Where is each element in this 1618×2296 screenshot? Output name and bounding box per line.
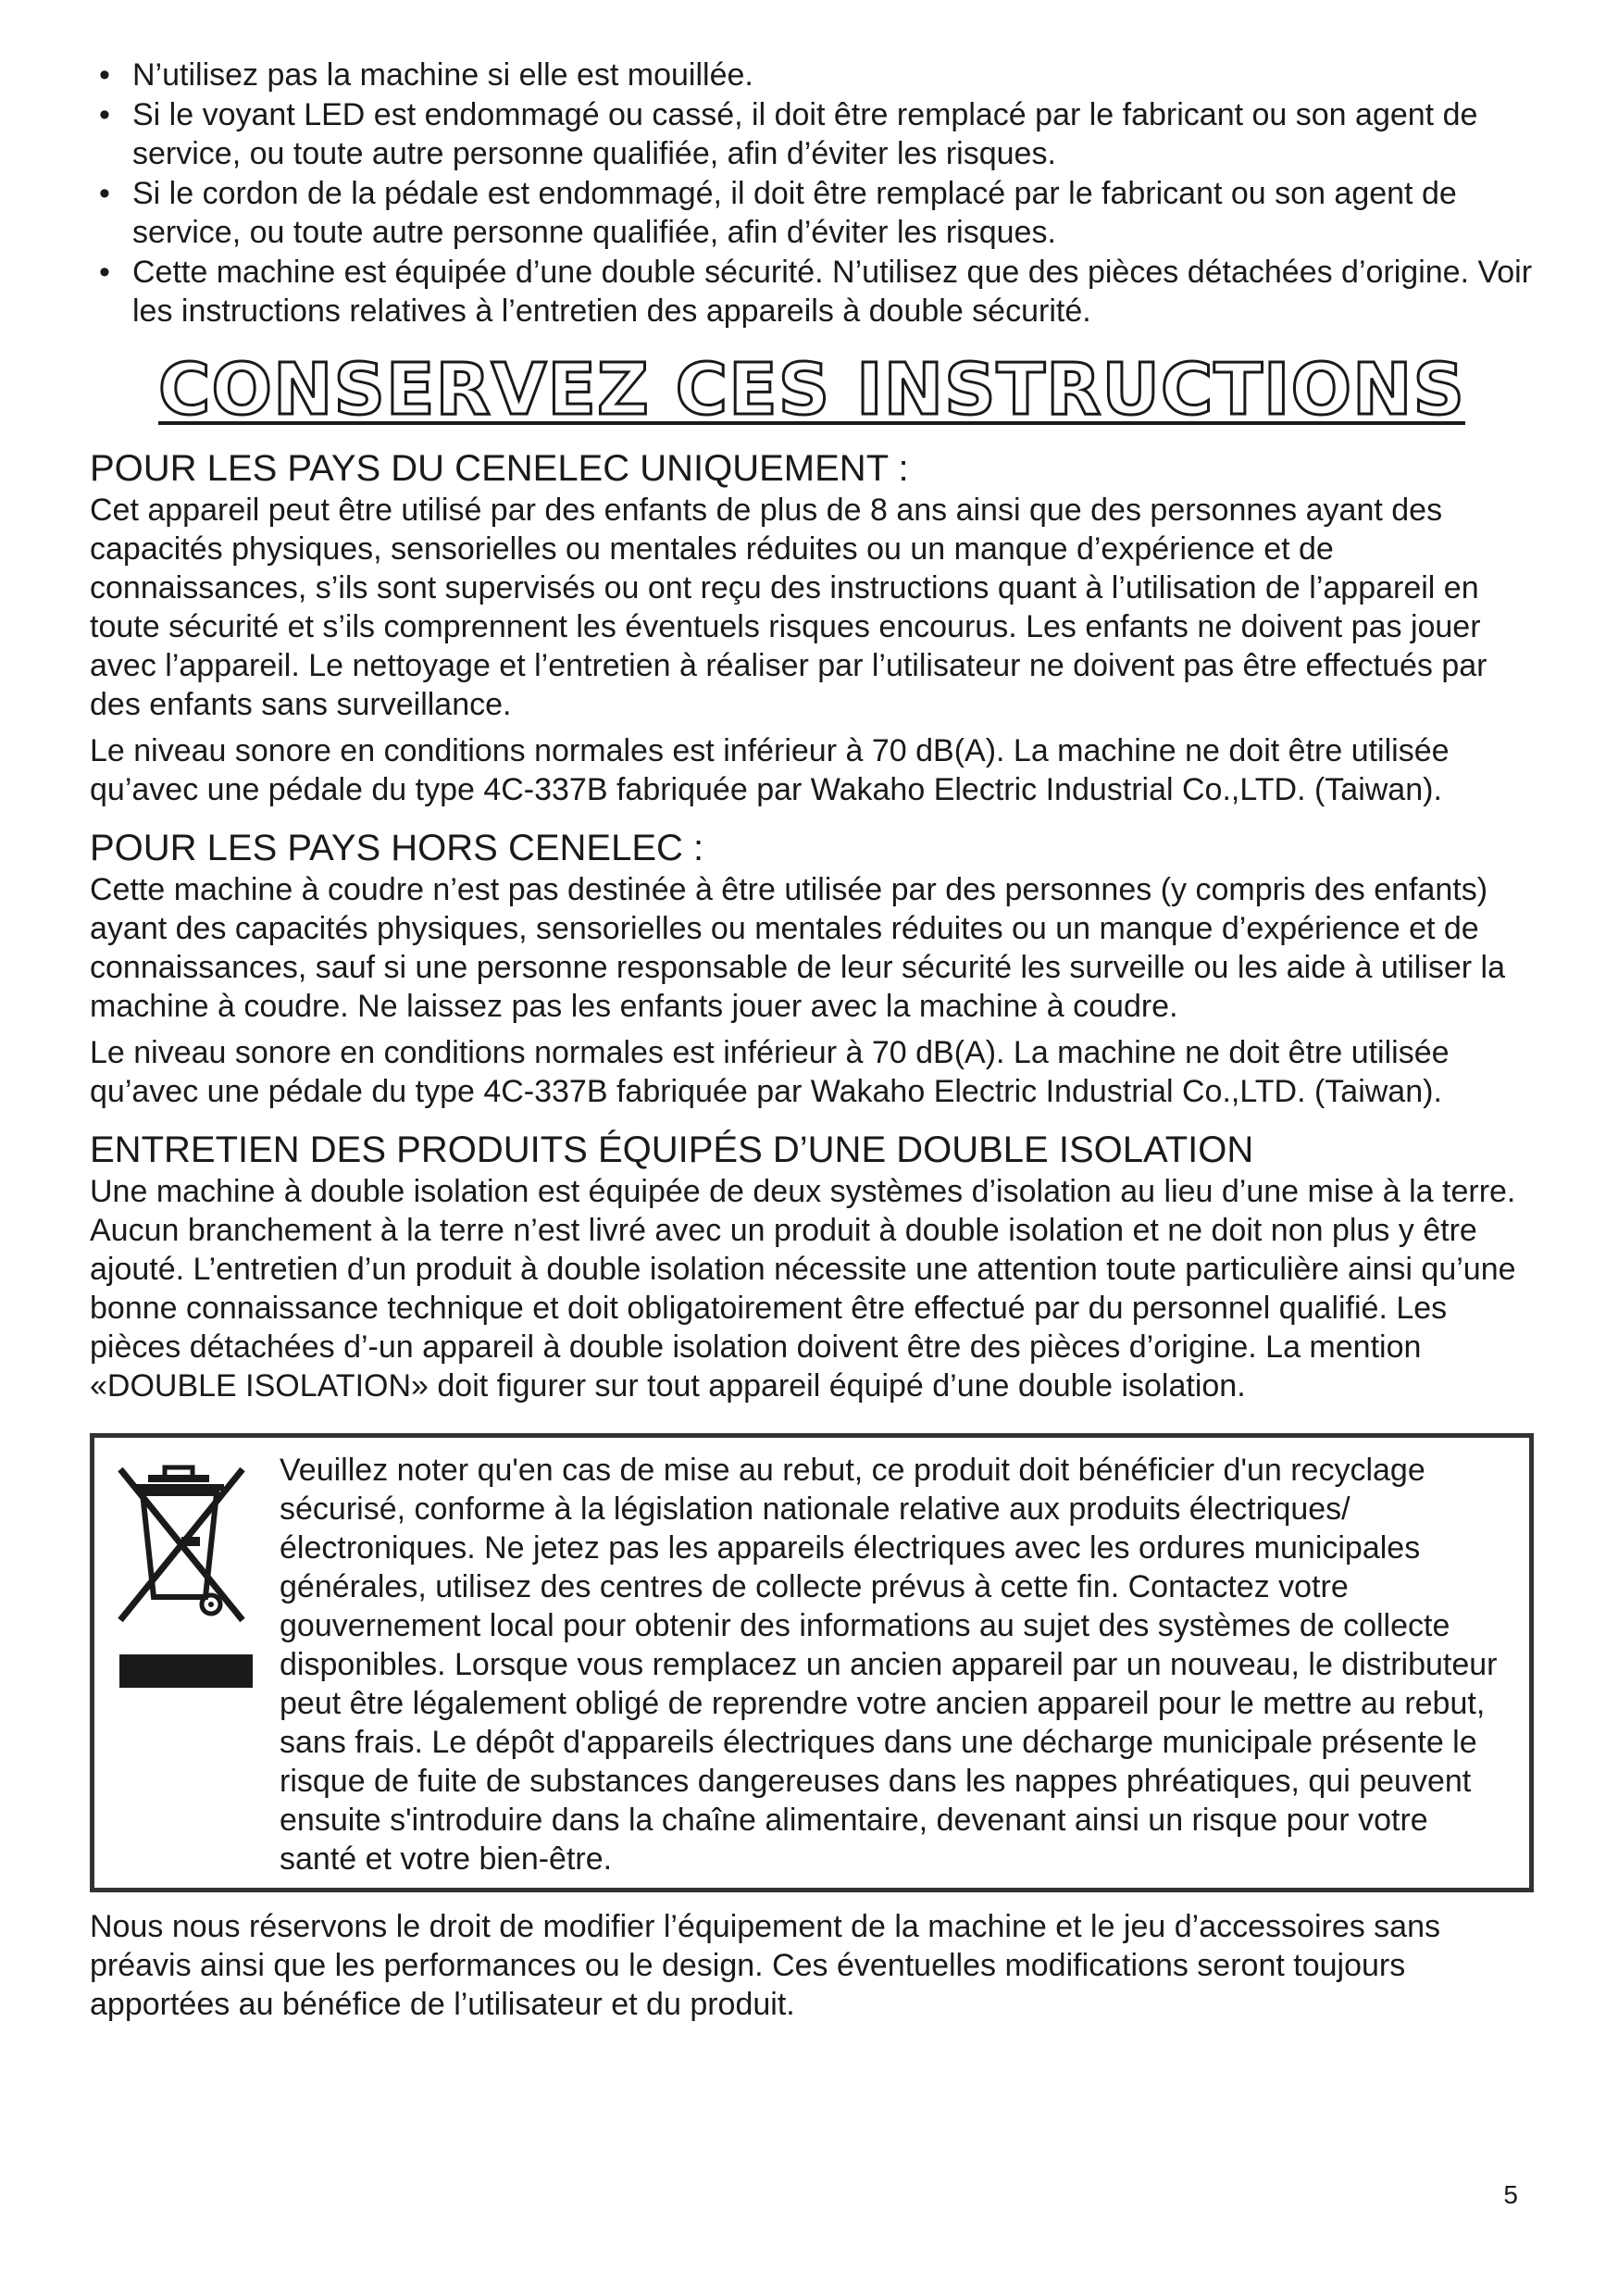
weee-notice-box	[90, 1433, 1534, 1892]
bullet-dot: •	[99, 96, 110, 132]
paragraph: Cet appareil peut être utilisé par des enfants de plus de 8 ans ainsi que des personnes ayant des capacités physiques, sensorielles ou mentales réduites ou un manque d’expérience et de connaissances, s’ils sont supervisés ou ont reçu des instructions quant à l’utilisation de l’appareil en toute sécurité et s’ils comprennent les éventuels risques encourus. Les enfants ne doivent pas jouer avec l’appareil. Le nettoyage et l’entretien à réaliser par l’utilisateur ne doivent pas être effectués par des enfants sans surveillance.	[90, 492, 1487, 722]
bullet-dot: •	[99, 57, 110, 93]
paragraph: Cette machine à coudre n’est pas destinée à être utilisée par des personnes (y compris des enfants) ayant des capacités physiques, sensorielles ou mentales réduites ou un manque d’expérience et de connaissances, sauf si une personne responsable de leur sécurité les surveille ou les aide à utiliser la machine à coudre. Ne laissez pas les enfants jouer avec la machine à coudre.	[90, 871, 1505, 1024]
section-non-cenelec	[90, 826, 1534, 1111]
paragraph: Le niveau sonore en conditions normales est inférieur à 70 dB(A). La machine ne doit être utilisée qu’avec une pédale du type 4C-337B fabriquée par Wakaho Electric Industrial Co.,LTD. (Taiwan).	[90, 732, 1450, 807]
paragraph: Le niveau sonore en conditions normales est inférieur à 70 dB(A). La machine ne doit être utilisée qu’avec une pédale du type 4C-337B fabriquée par Wakaho Electric Industrial Co.,LTD. (Taiwan).	[90, 1034, 1450, 1109]
section-cenelec	[90, 446, 1534, 809]
section-double-insulation	[90, 1128, 1534, 1405]
bullet-item: • Cette machine est équipée d’une double sécurité. N’utilisez que des pièces détachées d’origine. Voir les instructions relatives à l’entretien des appareils à double sécurité.	[99, 254, 1533, 329]
page-number: 5	[1503, 2180, 1518, 2209]
modification-notice: Nous nous réservons le droit de modifier l’équipement de la machine et le jeu d’accessoires sans préavis ainsi que les performances ou le design. Ces éventuelles modifications seront toujours apportées au bénéfice de l’utilisateur et du produit.	[90, 1908, 1440, 2022]
bullet-dot: •	[99, 254, 110, 290]
bullet-dot: •	[99, 175, 110, 211]
bullet-item: • Si le cordon de la pédale est endommagé, il doit être remplacé par le fabricant ou son agent de service, ou toute autre personne qualifiée, afin d’éviter les risques.	[99, 175, 1457, 250]
bullet-item: • N’utilisez pas la machine si elle est mouillée.	[99, 56, 1534, 95]
safety-bullet-list	[90, 56, 1534, 331]
bullet-item: • Si le voyant LED est endommagé ou cassé, il doit être remplacé par le fabricant ou son agent de service, ou toute autre personne qualifiée, afin d’éviter les risques.	[99, 96, 1478, 171]
crossed-out-wheelie-bin-icon	[107, 1449, 255, 1699]
page-content	[90, 56, 1534, 2024]
paragraph: Une machine à double isolation est équipée de deux systèmes d’isolation au lieu d’une mise à la terre. Aucun branchement à la terre n’est livré avec un produit à double isolation et ne doit non plus y être ajouté. L’entretien d’un produit à double isolation nécessite une attention toute particulière ainsi qu’une bonne connaissance technique et doit obligatoirement être effectué par du personnel qualifié. Les pièces détachées d’-un appareil à double isolation doivent être des pièces d’origine. La mention «DOUBLE ISOLATION» doit figurer sur tout appareil équipé d’une double isolation.	[90, 1173, 1516, 1404]
weee-notice-text: Veuillez noter qu'en cas de mise au rebut, ce produit doit bénéficier d'un recyclage sécurisé, conforme à la législation nationale relative aux produits électriques/ électroniques. Ne jetez pas les appareils électriques avec les ordures municipales générales, utilisez des centres de collecte prévus à cette fin. Contactez votre gouvernement local pour obtenir des informations au sujet des systèmes de collecte disponibles. Lorsque vous remplacez un ancien appareil par un nouveau, le distributeur peut être légalement obligé de reprendre votre ancien appareil pour le mettre au rebut, sans frais. Le dépôt d'appareils électriques dans une décharge municipale présente le risque de fuite de substances dangereuses dans les nappes phréatiques, qui peuvent ensuite s'introduire dans la chaîne alimentaire, devenant ainsi un risque pour votre santé et votre bien-être.	[280, 1452, 1498, 1877]
section-heading: POUR LES PAYS DU CENELEC UNIQUEMENT :	[90, 447, 909, 489]
section-heading: ENTRETIEN DES PRODUITS ÉQUIPÉS D’UNE DOUBLE ISOLATION	[90, 1129, 1254, 1170]
section-heading: POUR LES PAYS HORS CENELEC :	[90, 827, 704, 868]
page-title: CONSERVEZ CES INSTRUCTIONS	[158, 348, 1465, 431]
